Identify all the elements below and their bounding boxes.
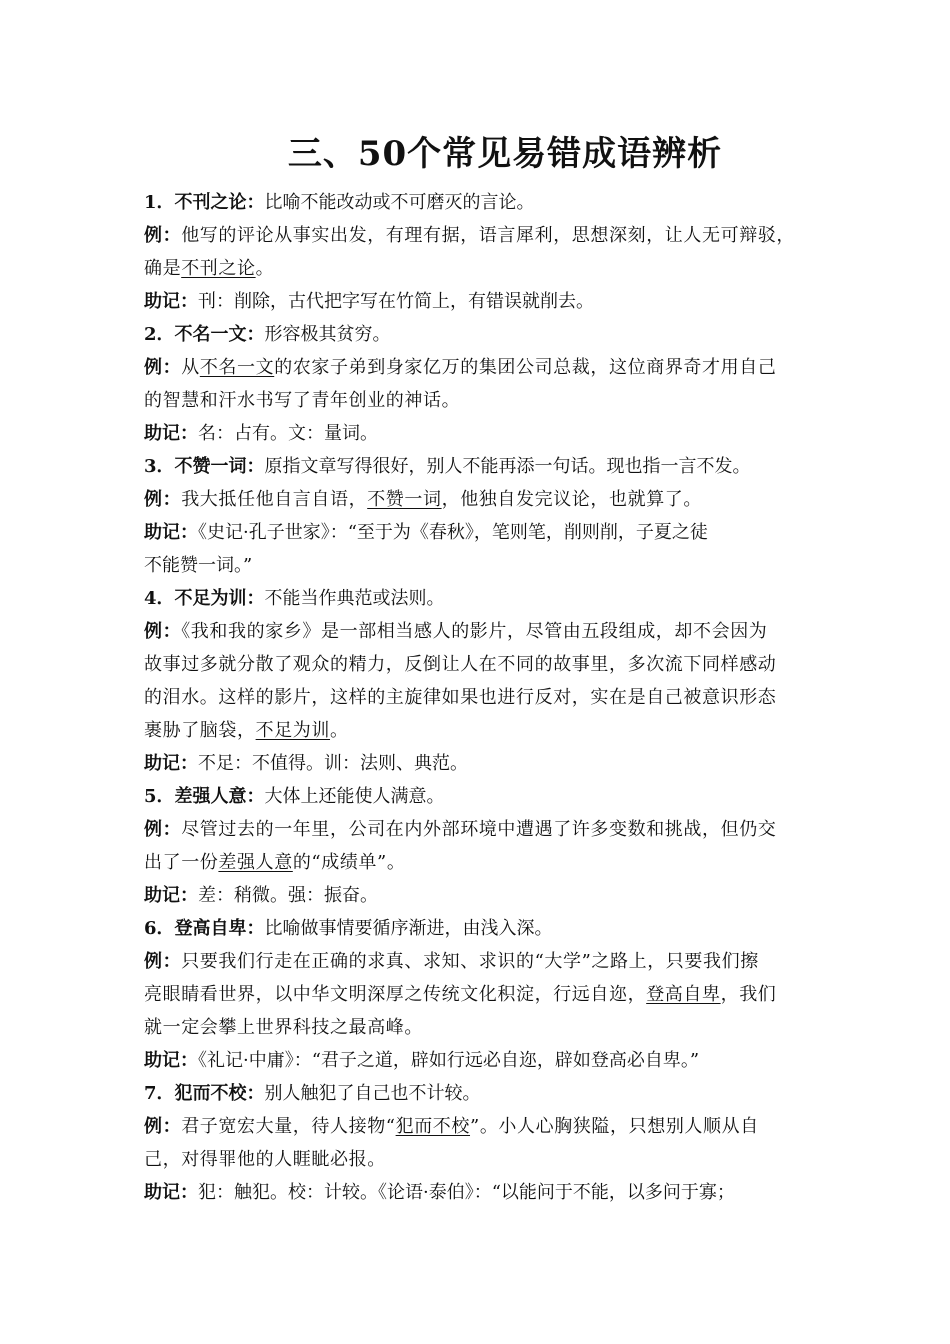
entry-example-cont: 的泪水。这样的影片，这样的主旋律如果也进行反对，实在是自己被意识形态 xyxy=(144,687,777,708)
entry-example: 例：他写的评论从事实出发，有理有据，语言犀利，思想深刻，让人无可辩驳， xyxy=(144,225,795,246)
entry-example-cont: 确是不刊之论。 xyxy=(144,258,275,279)
example-idiom: 不赞一词 xyxy=(367,489,442,510)
entry-note: 助记：名：占有。文：量词。 xyxy=(144,423,378,444)
entry-definition: 别人触犯了自己也不计较。 xyxy=(264,1083,481,1104)
entry-example: 例：从不名一文的农家子弟到身家亿万的集团公司总裁，这位商界奇才用自己 xyxy=(144,357,777,378)
entry-term: 不足为训 xyxy=(174,588,247,609)
entry-heading: 2．不名一文：形容极其贫穷。 xyxy=(144,324,391,345)
note-label: 助记： xyxy=(144,885,198,906)
entry-example: 例：《我和我的家乡》是一部相当感人的影片，尽管由五段组成，却不会因为 xyxy=(144,621,768,642)
entry-definition: 比喻做事情要循序渐进，由浅入深。 xyxy=(264,918,553,939)
entry-note: 助记：《史记·孔子世家》：“至于为《春秋》，笔则笔，削则削，子夏之徒 xyxy=(144,522,708,543)
example-label: 例： xyxy=(144,225,182,246)
note-label: 助记： xyxy=(144,522,198,543)
entry-example: 例：只要我们行走在正确的求真、求知、求识的“大学”之路上，只要我们擦 xyxy=(144,951,759,972)
example-label: 例： xyxy=(144,1116,182,1137)
entry-term: 差强人意 xyxy=(174,786,247,807)
entry-heading: 7．犯而不校：别人触犯了自己也不计较。 xyxy=(144,1083,481,1104)
example-idiom: 不名一文 xyxy=(199,357,275,378)
note-label: 助记： xyxy=(144,291,198,312)
entry-number: 1． xyxy=(144,192,175,213)
entry-number: 3． xyxy=(144,456,175,477)
entry-example-cont: 亮眼睛看世界，以中华文明深厚之传统文化积淀，行远自迩，登高自卑，我们 xyxy=(144,984,777,1005)
note-label: 助记： xyxy=(144,423,198,444)
entry-definition: 形容极其贫穷。 xyxy=(264,324,391,345)
entry-example-cont: 就一定会攀上世界科技之最高峰。 xyxy=(144,1017,423,1038)
entry-example-cont: 的智慧和汗水书写了青年创业的神话。 xyxy=(144,390,461,411)
entry-definition: 不能当作典范或法则。 xyxy=(264,588,445,609)
example-idiom: 差强人意 xyxy=(218,852,293,873)
entry-example-cont: 故事过多就分散了观众的精力，反倒让人在不同的故事里，多次流下同样感动 xyxy=(144,654,777,675)
note-label: 助记： xyxy=(144,1050,198,1071)
entry-number: 2． xyxy=(144,324,175,345)
example-idiom: 登高自卑 xyxy=(646,984,721,1005)
entry-number: 6． xyxy=(144,918,175,939)
entry-example: 例：我大抵任他自言自语，不赞一词，他独自发完议论，也就算了。 xyxy=(144,489,703,510)
example-label: 例： xyxy=(144,819,182,840)
entry-example-cont: 裹胁了脑袋，不足为训。 xyxy=(144,720,349,741)
entry-example-cont: 己，对得罪他的人睚眦必报。 xyxy=(144,1149,386,1170)
entry-term: 登高自卑 xyxy=(174,918,247,939)
example-label: 例： xyxy=(144,951,182,972)
entry-note-cont: 不能赞一词。” xyxy=(144,555,253,576)
entry-example: 例：尽管过去的一年里，公司在内外部环境中遭遇了许多变数和挑战，但仍交 xyxy=(144,819,777,840)
entry-note: 助记：差：稍微。强：振奋。 xyxy=(144,885,378,906)
entry-note: 助记：刊：削除，古代把字写在竹简上，有错误就削去。 xyxy=(144,291,594,312)
note-label: 助记： xyxy=(144,753,198,774)
entry-heading: 5．差强人意：大体上还能使人满意。 xyxy=(144,786,445,807)
entry-term: 不名一文 xyxy=(174,324,247,345)
entry-heading: 6．登高自卑：比喻做事情要循序渐进，由浅入深。 xyxy=(144,918,553,939)
example-label: 例： xyxy=(144,489,182,510)
example-idiom: 不刊之论 xyxy=(181,258,256,279)
example-idiom: 不足为训 xyxy=(255,720,331,741)
entry-note: 助记：犯：触犯。校：计较。《论语·泰伯》：“以能问于不能，以多问于寡； xyxy=(144,1182,735,1203)
entry-definition: 大体上还能使人满意。 xyxy=(264,786,445,807)
entry-example: 例：君子宽宏大量，待人接物“犯而不校”。小人心胸狭隘，只想别人顺从自 xyxy=(144,1116,759,1137)
page-title: 三、50个常见易错成语辨析 xyxy=(287,134,723,174)
entry-example-cont: 出了一份差强人意的“成绩单”。 xyxy=(144,852,406,873)
entry-definition: 原指文章写得很好，别人不能再添一句话。现也指一言不发。 xyxy=(264,456,751,477)
entry-term: 不赞一词 xyxy=(174,456,247,477)
entry-heading: 4．不足为训：不能当作典范或法则。 xyxy=(144,588,445,609)
entry-definition: 比喻不能改动或不可磨灭的言论。 xyxy=(264,192,535,213)
entry-term: 犯而不校 xyxy=(174,1083,247,1104)
entry-number: 7． xyxy=(144,1083,175,1104)
example-idiom: 犯而不校 xyxy=(395,1116,471,1137)
entry-number: 4． xyxy=(144,588,175,609)
entry-list xyxy=(144,186,816,1209)
entry-heading: 1．不刊之论：比喻不能改动或不可磨灭的言论。 xyxy=(144,192,535,213)
entry-note: 助记：《礼记·中庸》：“君子之道，辟如行远必自迩，辟如登高必自卑。” xyxy=(144,1050,700,1071)
note-label: 助记： xyxy=(144,1182,198,1203)
entry-term: 不刊之论 xyxy=(174,192,247,213)
example-label: 例： xyxy=(144,621,182,642)
entry-number: 5． xyxy=(144,786,175,807)
example-label: 例： xyxy=(144,357,182,378)
entry-heading: 3．不赞一词：原指文章写得很好，别人不能再添一句话。现也指一言不发。 xyxy=(144,456,751,477)
entry-note: 助记：不足：不值得。训：法则、典范。 xyxy=(144,753,468,774)
